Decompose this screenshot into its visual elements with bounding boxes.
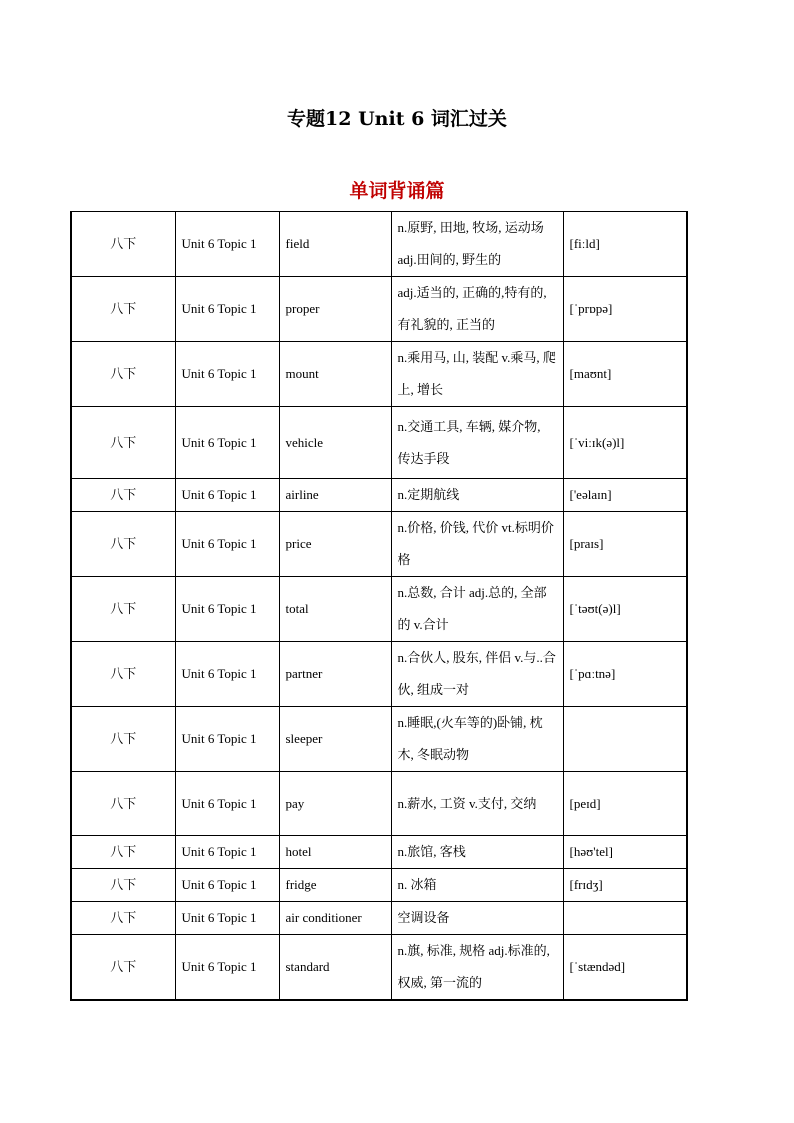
unit-cell: Unit 6 Topic 1 [175,642,279,707]
unit-cell: Unit 6 Topic 1 [175,342,279,407]
unit-cell: Unit 6 Topic 1 [175,277,279,342]
table-row [71,212,687,277]
table-row [71,577,687,642]
meaning-cell: n.旗, 标准, 规格 adj.标准的, 权威, 第一流的 [391,935,563,1001]
phonetic-cell: [frɪdʒ] [563,869,687,902]
unit-cell: Unit 6 Topic 1 [175,212,279,277]
unit-cell: Unit 6 Topic 1 [175,512,279,577]
word-cell: partner [279,642,391,707]
meaning-cell: n.睡眠,(火车等的)卧铺, 枕木, 冬眠动物 [391,707,563,772]
unit-cell: Unit 6 Topic 1 [175,479,279,512]
page-title: 专题12 Unit 6 词汇过关 [287,108,507,130]
meaning-cell: n.定期航线 [391,479,563,512]
phonetic-cell: [həʊ'tel] [563,836,687,869]
table-row [71,407,687,479]
phonetic-cell: [peɪd] [563,772,687,836]
phonetic-cell: ['eəlaɪn] [563,479,687,512]
vocabulary-table [70,211,688,1001]
unit-cell: Unit 6 Topic 1 [175,935,279,1001]
meaning-cell: n.总数, 合计 adj.总的, 全部的 v.合计 [391,577,563,642]
table-row [71,479,687,512]
table-row [71,902,687,935]
phonetic-cell: [ˈstændəd] [563,935,687,1001]
meaning-cell: n.旅馆, 客栈 [391,836,563,869]
word-cell: sleeper [279,707,391,772]
unit-cell: Unit 6 Topic 1 [175,772,279,836]
meaning-cell: n. 冰箱 [391,869,563,902]
grade-cell: 八下 [71,707,175,772]
meaning-cell: n.原野, 田地, 牧场, 运动场 adj.田间的, 野生的 [391,212,563,277]
grade-cell: 八下 [71,479,175,512]
table-row [71,512,687,577]
meaning-cell: n.乘用马, 山, 装配 v.乘马, 爬上, 增长 [391,342,563,407]
phonetic-cell: [ˈpɑːtnə] [563,642,687,707]
word-cell: proper [279,277,391,342]
grade-cell: 八下 [71,512,175,577]
grade-cell: 八下 [71,902,175,935]
table-row [71,935,687,1001]
word-cell: fridge [279,869,391,902]
word-cell: airline [279,479,391,512]
table-row [71,342,687,407]
phonetic-cell: [praɪs] [563,512,687,577]
phonetic-cell [563,902,687,935]
unit-cell: Unit 6 Topic 1 [175,407,279,479]
meaning-cell: n.合伙人, 股东, 伴侣 v.与..合伙, 组成一对 [391,642,563,707]
word-cell: hotel [279,836,391,869]
table-row [71,707,687,772]
table-row [71,772,687,836]
word-cell: vehicle [279,407,391,479]
section-title: 单词背诵篇 [349,180,445,202]
vocabulary-table-body [71,212,687,1001]
phonetic-cell: [maʊnt] [563,342,687,407]
table-row [71,836,687,869]
phonetic-cell: [ˈprɒpə] [563,277,687,342]
phonetic-cell: [ˈtəʊt(ə)l] [563,577,687,642]
unit-cell: Unit 6 Topic 1 [175,902,279,935]
unit-cell: Unit 6 Topic 1 [175,836,279,869]
grade-cell: 八下 [71,836,175,869]
meaning-cell: 空调设备 [391,902,563,935]
grade-cell: 八下 [71,407,175,479]
grade-cell: 八下 [71,935,175,1001]
word-cell: air conditioner [279,902,391,935]
table-row [71,869,687,902]
meaning-cell: n.价格, 价钱, 代价 vt.标明价格 [391,512,563,577]
meaning-cell: n.薪水, 工资 v.支付, 交纳 [391,772,563,836]
phonetic-cell: [ˈviːɪk(ə)l] [563,407,687,479]
grade-cell: 八下 [71,772,175,836]
table-row [71,642,687,707]
grade-cell: 八下 [71,869,175,902]
grade-cell: 八下 [71,277,175,342]
word-cell: price [279,512,391,577]
unit-cell: Unit 6 Topic 1 [175,707,279,772]
grade-cell: 八下 [71,577,175,642]
word-cell: mount [279,342,391,407]
unit-cell: Unit 6 Topic 1 [175,577,279,642]
word-cell: standard [279,935,391,1001]
grade-cell: 八下 [71,212,175,277]
phonetic-cell [563,707,687,772]
grade-cell: 八下 [71,642,175,707]
meaning-cell: n.交通工具, 车辆, 媒介物, 传达手段 [391,407,563,479]
table-row [71,277,687,342]
word-cell: pay [279,772,391,836]
meaning-cell: adj.适当的, 正确的,特有的, 有礼貌的, 正当的 [391,277,563,342]
phonetic-cell: [fiːld] [563,212,687,277]
word-cell: field [279,212,391,277]
word-cell: total [279,577,391,642]
grade-cell: 八下 [71,342,175,407]
unit-cell: Unit 6 Topic 1 [175,869,279,902]
